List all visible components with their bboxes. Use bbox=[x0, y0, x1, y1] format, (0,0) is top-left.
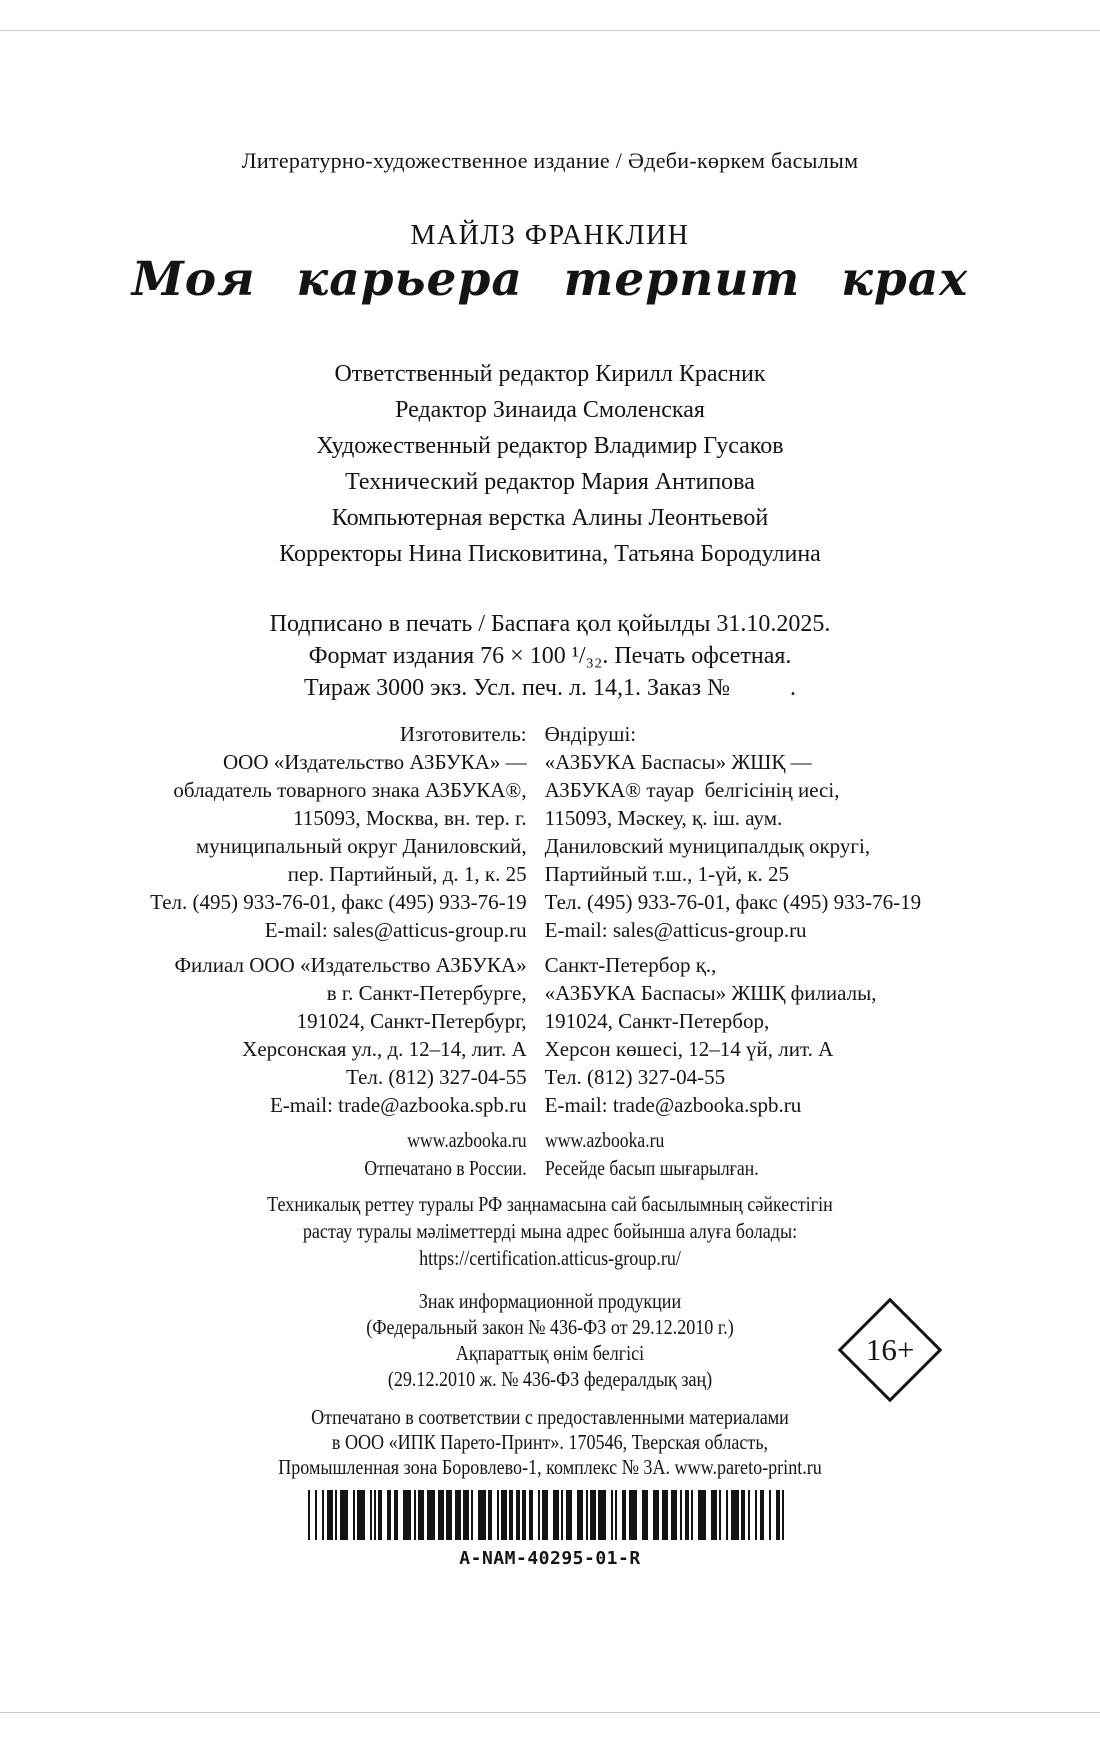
credits-block bbox=[0, 356, 1100, 572]
text-line: Компьютерная верстка Алины Леонтьевой bbox=[331, 505, 769, 531]
text-line: пер. Партийный, д. 1, к. 25 bbox=[287, 862, 527, 886]
author-name: МАЙЛЗ ФРАНКЛИН bbox=[410, 220, 690, 251]
certification-note bbox=[0, 1191, 1100, 1272]
branch-kz-block bbox=[545, 951, 957, 1119]
text-line: 191024, Санкт-Петербург, bbox=[296, 1009, 527, 1033]
text-line: E-mail: trade@azbooka.spb.ru bbox=[544, 1093, 802, 1117]
print-details-block bbox=[0, 608, 1100, 704]
text-line: обладатель товарного знака АЗБУКА®, bbox=[173, 778, 527, 802]
text-line: Херсон көшесі, 12–14 үй, лит. А bbox=[544, 1037, 834, 1061]
text-line: Тел. (495) 933-76-01, факс (495) 933-76-19 bbox=[544, 890, 922, 914]
text-line: Корректоры Нина Писковитина, Татьяна Бородулина bbox=[279, 541, 821, 567]
age-rating-value: 16+ bbox=[865, 1331, 915, 1367]
text-line: Тел. (812) 327-04-55 bbox=[544, 1065, 726, 1089]
text-line: Тел. (812) 327-04-55 bbox=[346, 1065, 527, 1089]
text-line: Херсонская ул., д. 12–14, лит. А bbox=[242, 1037, 527, 1061]
text-line: «АЗБУКА Баспасы» ЖШҚ — bbox=[544, 750, 812, 774]
book-title: Моя карьера терпит крах bbox=[131, 252, 969, 307]
text-line: Партийный т.ш., 1-үй, к. 25 bbox=[544, 862, 790, 886]
text-line: 115093, Мәскеу, қ. іш. аум. bbox=[544, 806, 783, 830]
text-line: 115093, Москва, вн. тер. г. bbox=[293, 806, 527, 830]
website-kz-block bbox=[545, 1126, 957, 1182]
text-line: E-mail: sales@atticus-group.ru bbox=[544, 918, 807, 942]
branch-ru-block bbox=[145, 951, 527, 1119]
text-line: E-mail: sales@atticus-group.ru bbox=[264, 918, 527, 942]
barcode bbox=[308, 1490, 792, 1540]
text-line: Техникалық реттеу туралы РФ заңнамасына сай басылымның сәйкестігін bbox=[267, 1192, 833, 1216]
text-line: (Федеральный закон № 436-ФЗ от 29.12.2010 г.) bbox=[366, 1315, 734, 1339]
text-line: в г. Санкт-Петербурге, bbox=[326, 981, 527, 1005]
text-line: растау туралы мәліметтерді мына адрес бойынша алуға болады: bbox=[302, 1219, 798, 1243]
text-line: https://certification.atticus-group.ru/ bbox=[419, 1246, 681, 1270]
manufacturer-columns bbox=[145, 720, 957, 1182]
age-rating-block bbox=[0, 1288, 1100, 1392]
text-line: Ответственный редактор Кирилл Красник bbox=[334, 361, 766, 387]
text-line: Ресейде басып шығарылған. bbox=[544, 1156, 759, 1180]
text-line: в ООО «ИПК Парето-Принт». 170546, Тверская область, bbox=[331, 1430, 769, 1454]
text-line: www.azbooka.ru bbox=[407, 1128, 527, 1152]
text-line: АЗБУКА® тауар белгісінің иесі, bbox=[544, 778, 840, 802]
page-edge-line-top bbox=[0, 30, 1100, 31]
text-line: Отпечатано в соответствии с предоставленными материалами bbox=[311, 1405, 789, 1429]
text-line: Өндіруші: bbox=[544, 722, 637, 746]
text-line: Подписано в печать / Баспаға қол қойылды 31.10.2025. bbox=[269, 611, 831, 637]
text-line: ООО «Издательство АЗБУКА» — bbox=[222, 750, 527, 774]
manufacturer-left-column bbox=[145, 720, 527, 1182]
barcode-label: A-NAM-40295-01-R bbox=[459, 1548, 641, 1569]
text-line: Изготовитель: bbox=[399, 722, 527, 746]
text-line: Отпечатано в России. bbox=[364, 1156, 527, 1180]
text-line: Даниловский муниципалдық округі, bbox=[544, 834, 871, 858]
text-line: www.azbooka.ru bbox=[544, 1128, 664, 1152]
page-edge-line-bottom bbox=[0, 1712, 1100, 1713]
text-line: Санкт-Петербор қ., bbox=[544, 953, 717, 977]
text-line: (29.12.2010 ж. № 436-ФЗ федералдық заң) bbox=[387, 1367, 713, 1391]
text-line: Формат издания 76 × 100 ¹/₃₂. Печать офсетная. bbox=[308, 643, 792, 669]
website-ru-block bbox=[145, 1126, 527, 1182]
text-line: Ақпараттық өнім белгісі bbox=[455, 1341, 645, 1365]
printed-at-note bbox=[0, 1405, 1100, 1480]
text-line: Тел. (495) 933-76-01, факс (495) 933-76-19 bbox=[150, 890, 527, 914]
text-line: Художественный редактор Владимир Гусаков bbox=[316, 433, 784, 459]
edition-line: Литературно-художественное издание / Әдеби-көркем басылым bbox=[241, 148, 859, 173]
text-line: муниципальный округ Даниловский, bbox=[195, 834, 527, 858]
text-line: 191024, Санкт-Петербор, bbox=[544, 1009, 770, 1033]
text-line: Редактор Зинаида Смоленская bbox=[395, 397, 705, 423]
text-line: E-mail: trade@azbooka.spb.ru bbox=[269, 1093, 527, 1117]
barcode-section bbox=[0, 1490, 1100, 1569]
text-line: Тираж 3000 экз. Усл. печ. л. 14,1. Заказ № . bbox=[304, 675, 796, 701]
text-line: «АЗБУКА Баспасы» ЖШҚ филиалы, bbox=[544, 981, 877, 1005]
text-line: Промышленная зона Боровлево-1, комплекс № 3А. www.pareto-print.ru bbox=[278, 1455, 822, 1479]
text-line: Знак информационной продукции bbox=[418, 1289, 682, 1313]
age-rating-text bbox=[0, 1288, 1100, 1392]
manufacturer-right-column bbox=[527, 720, 957, 1182]
manufacturer-ru-block bbox=[145, 720, 527, 944]
text-line: Технический редактор Мария Антипова bbox=[345, 469, 755, 495]
manufacturer-kz-block bbox=[545, 720, 957, 944]
text-line: Филиал ООО «Издательство АЗБУКА» bbox=[174, 953, 527, 977]
